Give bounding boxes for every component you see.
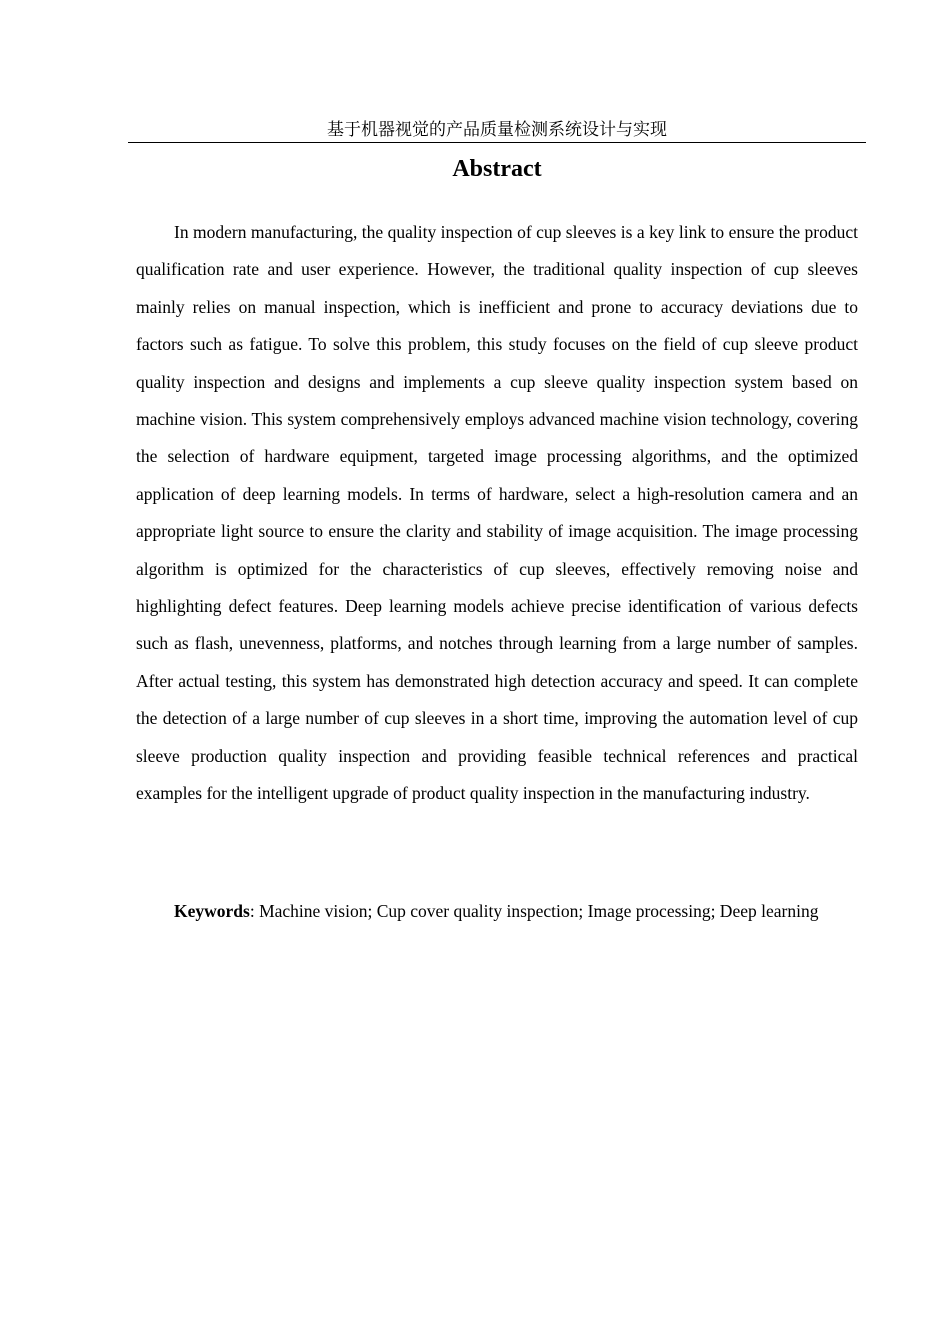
keywords-text: Machine vision; Cup cover quality inspection; Image processing; Deep learning (259, 901, 819, 921)
running-header-title: 基于机器视觉的产品质量检测系统设计与实现 (327, 120, 667, 139)
keywords-paragraph (136, 893, 858, 930)
abstract-body: In modern manufacturing, the quality inspection of cup sleeves is a key link to ensure the product qualification rate and user experience. However, the traditional quality inspection of cup sleeves mainly relies on manual inspection, which is inefficient and prone to accuracy deviations due to factors such as fatigue. To solve this problem, this study focuses on the field of cup sleeve product quality inspection and designs and implements a cup sleeve quality inspection system based on machine vision. This system comprehensively employs advanced machine vision technology, covering the selection of hardware equipment, targeted image processing algorithms, and the optimized application of deep learning models. In terms of hardware, select a high-resolution camera and an appropriate light source to ensure the clarity and stability of image acquisition. The image processing algorithm is optimized for the characteristics of cup sleeves, effectively removing noise and highlighting defect features. Deep learning models achieve precise identification of various defects such as flash, unevenness, platforms, and notches through learning from a large number of samples. After actual testing, this system has demonstrated high detection accuracy and speed. It can complete the detection of a large number of cup sleeves in a short time, improving the automation level of cup sleeve production quality inspection and providing feasible technical references and practical examples for the intelligent upgrade of product quality inspection in the manufacturing industry. (136, 222, 858, 804)
keywords-label: Keywords (174, 901, 250, 921)
abstract-title: Abstract (452, 156, 542, 182)
running-header (128, 119, 866, 143)
keywords-separator: : (249, 901, 260, 921)
